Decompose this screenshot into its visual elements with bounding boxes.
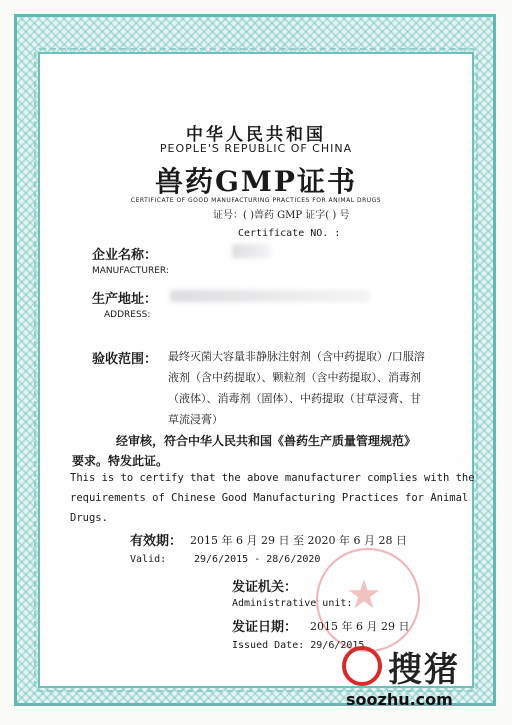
- redacted-address: [170, 290, 370, 302]
- seal-star-icon: ★: [346, 572, 382, 618]
- statement-en-1: This is to certify that the above manufacturer complies with the: [70, 472, 475, 484]
- logo-brand: 搜猪: [388, 650, 460, 690]
- validity-value-en: 29/6/2015 - 28/6/2020: [194, 554, 321, 565]
- country-name-en: PEOPLE'S REPUBLIC OF CHINA: [159, 142, 353, 155]
- issue-date-label-cn: 发证日期：: [232, 620, 298, 635]
- statement-en-3: Drugs.: [70, 512, 108, 524]
- address-label-cn: 生产地址：: [92, 292, 158, 307]
- scope-line-2: 液剂（含中药提取）、颗粒剂（含中药提取）、消毒剂: [168, 371, 421, 384]
- scope-line-4: 草流浸膏）: [168, 413, 223, 426]
- issuer-label-en: Administrative unit:: [232, 598, 353, 609]
- certificate-number-cn: 证号：( )兽药 GMP 证字( ) 号: [213, 210, 350, 221]
- statement-cn-1: 经审核，符合中华人民共和国《兽药生产质量管理规范》: [116, 434, 417, 448]
- manufacturer-label-cn: 企业名称：: [92, 248, 158, 263]
- certificate-title: 兽药GMP证书: [155, 165, 357, 198]
- validity-value-cn: 2015 年 6 月 29 日 至 2020 年 6 月 28 日: [190, 534, 407, 547]
- logo-url: soozhu.com: [346, 690, 453, 709]
- issuer-label-cn: 发证机关：: [232, 580, 298, 595]
- country-name-cn: 中华人民共和国: [186, 125, 326, 145]
- address-label-en: ADDRESS:: [104, 310, 151, 320]
- issue-date-en: Issued Date: 29/6/2015: [232, 640, 365, 651]
- redacted-manufacturer: [232, 244, 272, 258]
- certificate-title-en: CERTIFICATE OF GOOD MANUFACTURING PRACTICES FOR ANIMAL DRUGS: [130, 197, 382, 204]
- statement-en-2: requirements of Chinese Good Manufacturing Practices for Animal: [70, 492, 469, 504]
- manufacturer-label-en: MANUFACTURER:: [92, 266, 169, 276]
- issue-date-value-cn: 2015 年 6 月 29 日: [310, 620, 410, 633]
- validity-label-en: Valid:: [130, 554, 167, 565]
- statement-cn-2: 要求。特发此证。: [72, 454, 169, 468]
- scope-line-3: （液体）、消毒剂（固体）、中药提取（甘草浸膏、甘: [168, 392, 421, 405]
- scope-line-1: 最终灭菌大容量非静脉注射剂（含中药提取）/口服溶: [168, 350, 425, 363]
- scope-label: 验收范围：: [92, 352, 158, 367]
- watermark-logo: [336, 638, 500, 712]
- logo-circle-icon: [342, 646, 382, 686]
- certificate-number-en: Certificate NO. :: [238, 228, 341, 239]
- validity-label-cn: 有效期：: [130, 534, 183, 549]
